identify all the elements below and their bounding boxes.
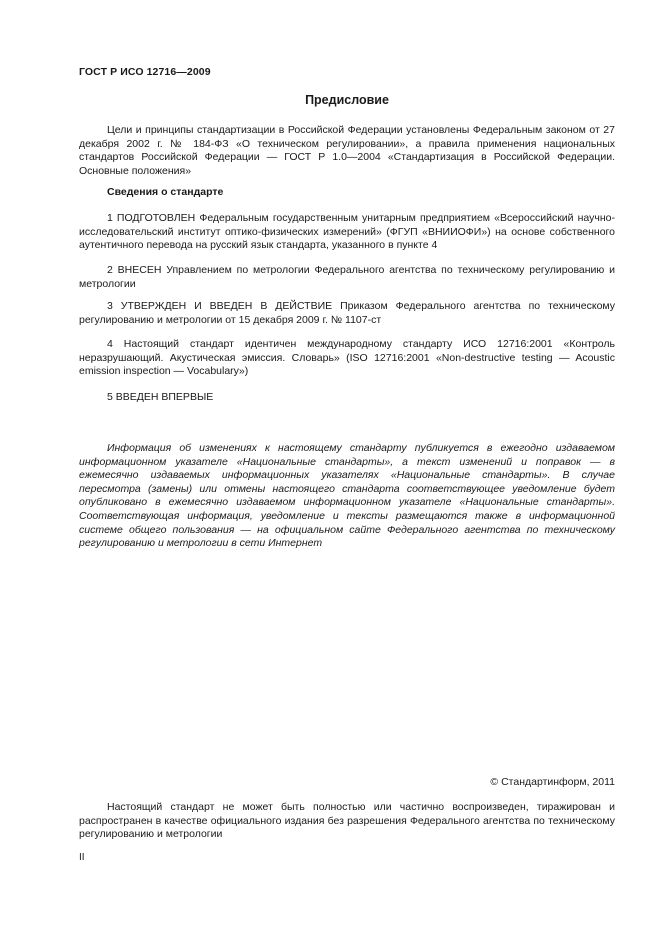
page-title: Предисловие [305,93,389,107]
intro-paragraph: Цели и принципы стандартизации в Российской Федерации установлены Федеральным законом от 27 декабря 2002 г. № 184-ФЗ «О техническом регулировании», а правила применения национальных стандартов Российской Федерации — ГОСТ Р 1.0—2004 «Стандартизация в Российской Федерации. Основные положения» [79,124,615,177]
copyright-line: © Стандартинформ, 2011 [490,776,615,788]
footer-note: Настоящий стандарт не может быть полностью или частично воспроизведен, тиражирован и распространен в качестве официального издания без разрешения Федерального агентства по техническому регулированию и метрологии [79,801,615,841]
list-item-2: 2 ВНЕСЕН Управлением по метрологии Федерального агентства по техническому регулированию и метрологии [79,264,615,290]
list-item-3: 3 УТВЕРЖДЕН И ВВЕДЕН В ДЕЙСТВИЕ Приказом Федерального агентства по техническому регулированию и метрологии от 15 декабря 2009 г. № 1107-ст [79,300,615,326]
document-code: ГОСТ Р ИСО 12716—2009 [79,66,211,78]
section-heading: Сведения о стандарте [107,186,224,198]
page-number: II [79,852,85,863]
notice-paragraph: Информация об изменениях к настоящему стандарту публикуется в ежегодно издаваемом информационном указателе «Национальные стандарты», а текст изменений и поправок — в ежемесячно издаваемых информационных указателях «Национальные стандарты». В случае пересмотра (замены) или отмены настоящего стандарта соответствующее уведомление будет опубликовано в ежемесячно издаваемом информационном указателе «Национальные стандарты». Соответствующая информация, уведомление и тексты размещаются также в информационной системе общего пользования — на официальном сайте Федерального агентства по техническому регулированию и метрологии в сети Интернет [79,442,615,550]
list-item-4: 4 Настоящий стандарт идентичен международному стандарту ИСО 12716:2001 «Контроль неразрушающий. Акустическая эмиссия. Словарь» (ISO 12716:2001 «Non-destructive testing — Acoustic emission inspection — Vocabulary») [79,338,615,378]
list-item-1: 1 ПОДГОТОВЛЕН Федеральным государственным унитарным предприятием «Всероссийский научно-исследовательский институт оптико-физических измерений» (ФГУП «ВНИИОФИ») на основе собственного аутентичного перевода на русский язык стандарта, указанного в пункте 4 [79,212,615,252]
list-item-5: 5 ВВЕДЕН ВПЕРВЫЕ [107,391,214,403]
